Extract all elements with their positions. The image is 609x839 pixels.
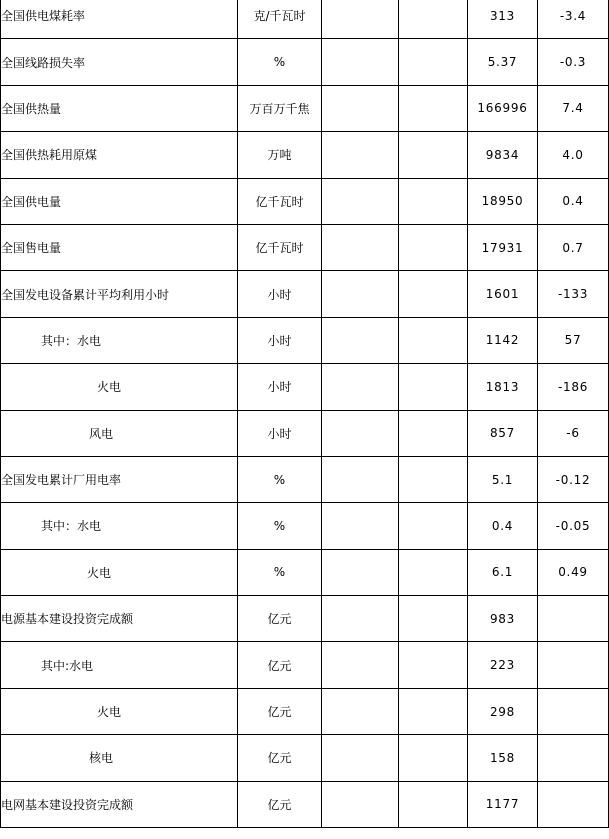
blank-cell [322, 0, 399, 39]
value-cell: 5.37 [468, 39, 538, 85]
table-row [1, 642, 609, 688]
blank-cell [322, 735, 399, 781]
change-cell: -0.3 [538, 39, 609, 85]
blank-cell [399, 735, 468, 781]
change-cell [538, 688, 609, 734]
value-cell: 166996 [468, 85, 538, 131]
indicator-name-cell: 全国供热耗用原煤 [1, 132, 238, 178]
table-row [1, 178, 609, 224]
unit-cell: % [238, 549, 322, 595]
unit-cell: 亿元 [238, 688, 322, 734]
blank-cell [322, 364, 399, 410]
table-row [1, 39, 609, 85]
unit-cell: % [238, 456, 322, 502]
blank-cell [322, 410, 399, 456]
table-body [1, 0, 609, 828]
unit-cell: 万百万千焦 [238, 85, 322, 131]
blank-cell [399, 503, 468, 549]
value-cell: 6.1 [468, 549, 538, 595]
change-cell: -3.4 [538, 0, 609, 39]
change-cell: 4.0 [538, 132, 609, 178]
unit-cell: 亿元 [238, 642, 322, 688]
blank-cell [399, 0, 468, 39]
unit-cell: 亿元 [238, 735, 322, 781]
indicator-name-cell: 风电 [1, 410, 238, 456]
table-row [1, 596, 609, 642]
unit-cell: 亿千瓦时 [238, 178, 322, 224]
value-cell: 5.1 [468, 456, 538, 502]
change-cell: 0.4 [538, 178, 609, 224]
unit-cell: % [238, 39, 322, 85]
blank-cell [322, 503, 399, 549]
blank-cell [322, 85, 399, 131]
indicator-name-cell: 其中:水电 [1, 642, 238, 688]
change-cell: -186 [538, 364, 609, 410]
table-row [1, 410, 609, 456]
blank-cell [322, 549, 399, 595]
blank-cell [322, 132, 399, 178]
table-row [1, 271, 609, 317]
unit-cell: 亿元 [238, 781, 322, 827]
unit-cell: 小时 [238, 364, 322, 410]
blank-cell [399, 85, 468, 131]
table-row [1, 549, 609, 595]
unit-cell: 小时 [238, 317, 322, 363]
table-row [1, 503, 609, 549]
blank-cell [322, 271, 399, 317]
table-row [1, 364, 609, 410]
indicator-name-cell: 全国售电量 [1, 224, 238, 270]
blank-cell [322, 317, 399, 363]
blank-cell [322, 224, 399, 270]
change-cell: 7.4 [538, 85, 609, 131]
table-row [1, 456, 609, 502]
table-row [1, 735, 609, 781]
value-cell: 1813 [468, 364, 538, 410]
blank-cell [399, 271, 468, 317]
value-cell: 223 [468, 642, 538, 688]
table-row [1, 85, 609, 131]
table-row [1, 688, 609, 734]
blank-cell [399, 781, 468, 827]
indicator-name-cell: 全国供电煤耗率 [1, 0, 238, 39]
value-cell: 298 [468, 688, 538, 734]
value-cell: 17931 [468, 224, 538, 270]
change-cell [538, 596, 609, 642]
table-row [1, 132, 609, 178]
blank-cell [399, 596, 468, 642]
value-cell: 9834 [468, 132, 538, 178]
value-cell: 158 [468, 735, 538, 781]
unit-cell: 亿元 [238, 596, 322, 642]
blank-cell [399, 410, 468, 456]
indicator-name-cell: 全国发电设备累计平均利用小时 [1, 271, 238, 317]
blank-cell [322, 781, 399, 827]
indicator-name-cell: 核电 [1, 735, 238, 781]
change-cell: -0.05 [538, 503, 609, 549]
blank-cell [399, 456, 468, 502]
blank-cell [399, 317, 468, 363]
value-cell: 18950 [468, 178, 538, 224]
blank-cell [322, 456, 399, 502]
blank-cell [399, 178, 468, 224]
indicator-name-cell: 火电 [1, 364, 238, 410]
unit-cell: 亿千瓦时 [238, 224, 322, 270]
unit-cell: 万吨 [238, 132, 322, 178]
indicator-name-cell: 全国供电量 [1, 178, 238, 224]
indicator-name-cell: 其中：水电 [1, 317, 238, 363]
blank-cell [322, 688, 399, 734]
unit-cell: 小时 [238, 271, 322, 317]
table-row [1, 0, 609, 39]
indicator-name-cell: 全国供热量 [1, 85, 238, 131]
indicator-name-cell: 火电 [1, 688, 238, 734]
table-row [1, 317, 609, 363]
change-cell: -6 [538, 410, 609, 456]
change-cell [538, 735, 609, 781]
change-cell: -133 [538, 271, 609, 317]
change-cell: 0.49 [538, 549, 609, 595]
value-cell: 857 [468, 410, 538, 456]
blank-cell [399, 642, 468, 688]
change-cell [538, 781, 609, 827]
blank-cell [322, 596, 399, 642]
value-cell: 1601 [468, 271, 538, 317]
indicator-name-cell: 火电 [1, 549, 238, 595]
indicator-name-cell: 全国线路损失率 [1, 39, 238, 85]
table-row [1, 781, 609, 827]
indicator-name-cell: 电源基本建设投资完成额 [1, 596, 238, 642]
value-cell: 1177 [468, 781, 538, 827]
unit-cell: % [238, 503, 322, 549]
value-cell: 313 [468, 0, 538, 39]
blank-cell [322, 642, 399, 688]
change-cell [538, 642, 609, 688]
blank-cell [399, 39, 468, 85]
blank-cell [399, 364, 468, 410]
blank-cell [399, 224, 468, 270]
indicator-name-cell: 其中：水电 [1, 503, 238, 549]
unit-cell: 克/千瓦时 [238, 0, 322, 39]
blank-cell [322, 178, 399, 224]
blank-cell [322, 39, 399, 85]
blank-cell [399, 549, 468, 595]
table-row [1, 224, 609, 270]
change-cell: -0.12 [538, 456, 609, 502]
value-cell: 983 [468, 596, 538, 642]
change-cell: 0.7 [538, 224, 609, 270]
change-cell: 57 [538, 317, 609, 363]
unit-cell: 小时 [238, 410, 322, 456]
value-cell: 1142 [468, 317, 538, 363]
blank-cell [399, 132, 468, 178]
value-cell: 0.4 [468, 503, 538, 549]
indicator-name-cell: 电网基本建设投资完成额 [1, 781, 238, 827]
indicator-name-cell: 全国发电累计厂用电率 [1, 456, 238, 502]
blank-cell [399, 688, 468, 734]
